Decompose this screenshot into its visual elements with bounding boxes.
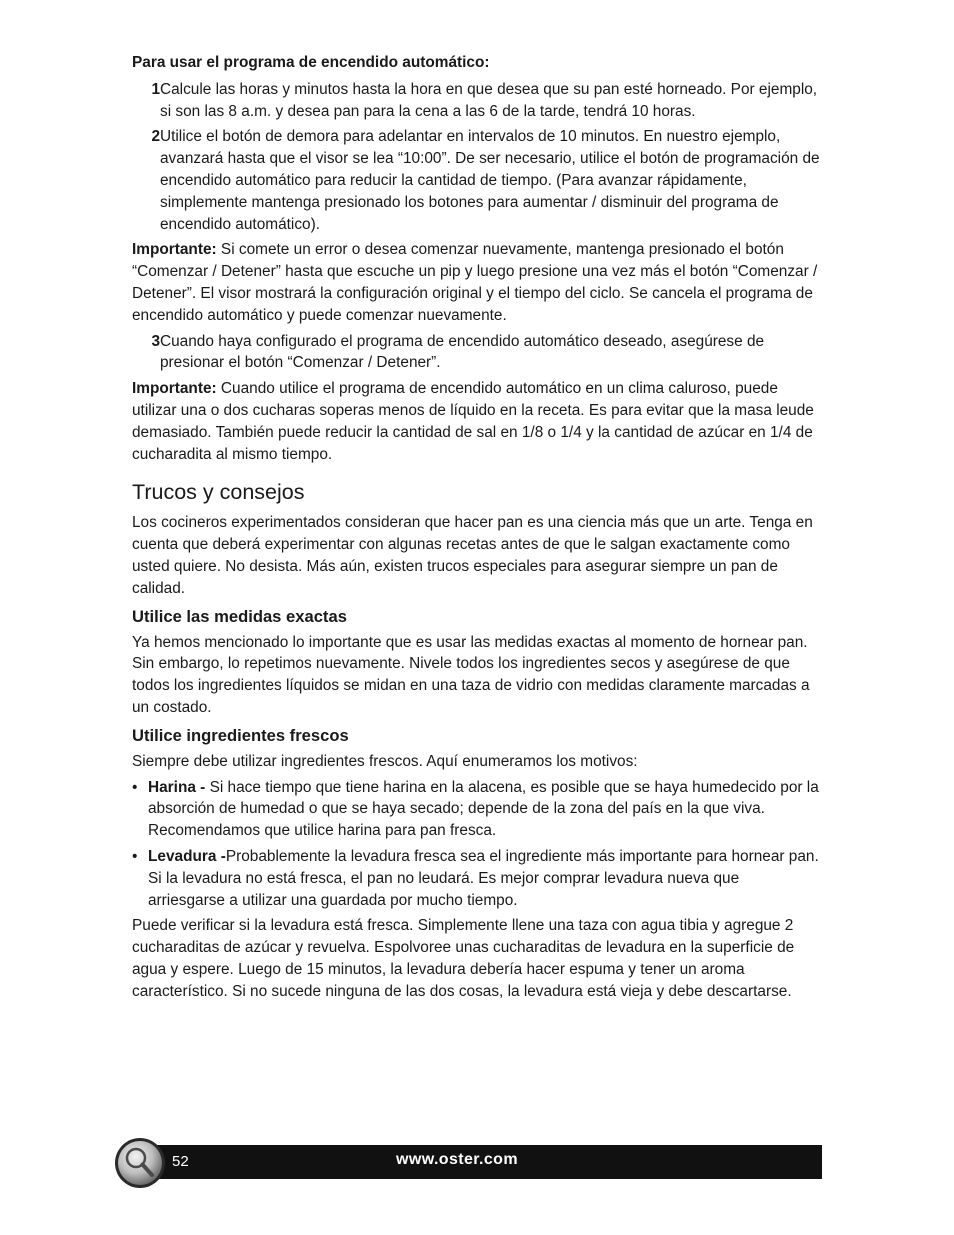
step-text: Utilice el botón de demora para adelantar en intervalos de 10 minutos. En nuestro ejemplo, avanzará hasta que el visor se lea “10:00”. De ser necesario, utilice el botón de programación de encendido automático para reducir la cantidad de tiempo. (Para avanzar rápidamente, simplemente mantenga presionado los botones para aumentar / disminuir del programa de encendido automático). — [160, 128, 820, 233]
important-text: Cuando utilice el programa de encendido automático en un clima caluroso, puede utilizar una o dos cucharas soperas menos de líquido en la receta. Es para evitar que la masa leude demasiado. También puede reducir la cantidad de sal en 1/8 o 1/4 y la cantidad de azúcar en 1/4 de cucharadita al mismo tiempo. — [132, 380, 814, 463]
bullet-label: Levadura - — [148, 847, 226, 865]
bullet-body: Probablemente la levadura fresca sea el ingrediente más importante para hornear pan. Si la levadura no está fresca, el pan no leudará. Es mejor comprar levadura nueva que arriesgarse a utilizar una guardada por mucho tiempo. — [148, 847, 819, 909]
yeast-check-text: Puede verificar si la levadura está fresca. Simplemente llene una taza con agua tibia y agregue 2 cucharaditas de azúcar y revuelva. Espolvoree unas cucharaditas de levadura en la superficie de agua y espere. Luego de 15 minutos, la levadura debería hacer espuma y tener un aroma característico. Si no sucede ninguna de las dos cosas, la levadura está vieja y debe descartarse. — [132, 917, 795, 1000]
important-label: Importante: — [132, 241, 217, 259]
step-number: 3 — [151, 332, 160, 350]
important-text: Si comete un error o desea comenzar nuevamente, mantenga presionado el botón “Comenzar / Detener” hasta que escuche un pip y luego presione una vez más el botón “Comenzar / Detener”. El visor mostrará la configuración original y el tiempo del ciclo. Se cancela el programa de encendido automático y puede comenzar nuevamente. — [132, 241, 818, 324]
magnifier-icon — [113, 1136, 167, 1190]
tips-heading: Trucos y consejos — [132, 480, 305, 505]
page-content — [132, 52, 820, 1002]
bullet-text — [148, 846, 820, 911]
tips-intro: Los cocineros experimentados consideran que hacer pan es una ciencia más que un arte. Tenga en cuenta que deberá experimentar con algunas recetas antes de que le salgan exactamente como usted quiere. No desista. Más aún, existen trucos especiales para asegurar siempre un pan de calidad. — [132, 514, 813, 597]
auto-program-heading: Para usar el programa de encendido automático: — [132, 54, 490, 71]
bullet-dot: • — [132, 847, 138, 865]
footer-url[interactable]: www.oster.com — [396, 1151, 518, 1168]
important-note-2 — [132, 378, 820, 465]
step-text: Cuando haya configurado el programa de encendido automático deseado, asegúrese de presionar el botón “Comenzar / Detener”. — [160, 332, 765, 372]
measures-text: Ya hemos mencionado lo importante que es usar las medidas exactas al momento de hornear pan. Sin embargo, lo repetimos nuevamente. Nivele todos los ingredientes secos y asegúrese de que todos los ingredientes líquidos se midan en una taza de vidrio con medidas claramente marcadas a un costado. — [132, 633, 810, 716]
step-number: 2 — [151, 128, 160, 146]
bullet-label: Harina - — [148, 778, 206, 796]
page-number: 52 — [172, 1153, 189, 1170]
bullet-item — [132, 777, 820, 842]
step-number: 1 — [151, 80, 160, 98]
step-1 — [132, 79, 820, 123]
step-3 — [132, 331, 820, 375]
step-2 — [132, 126, 820, 235]
step-text: Calcule las horas y minutos hasta la hora en que desea que su pan esté horneado. Por ejemplo, si son las 8 a.m. y desea pan para la cena a las 6 de la tarde, tendrá 10 horas. — [160, 80, 818, 120]
bullet-dot: • — [132, 778, 138, 796]
important-note-1 — [132, 239, 820, 326]
important-label: Importante: — [132, 380, 217, 398]
fresh-heading: Utilice ingredientes frescos — [132, 725, 349, 745]
bullet-text — [148, 777, 820, 842]
fresh-intro: Siempre debe utilizar ingredientes frescos. Aquí enumeramos los motivos: — [132, 752, 638, 770]
bullet-item — [132, 846, 820, 911]
bullet-body: Si hace tiempo que tiene harina en la alacena, es posible que se haya humedecido por la absorción de humedad o que se haya secado; depende de la zona del país en la que viva. Recomendamos que utilice harina para pan fresca. — [148, 778, 819, 840]
measures-heading: Utilice las medidas exactas — [132, 606, 347, 626]
